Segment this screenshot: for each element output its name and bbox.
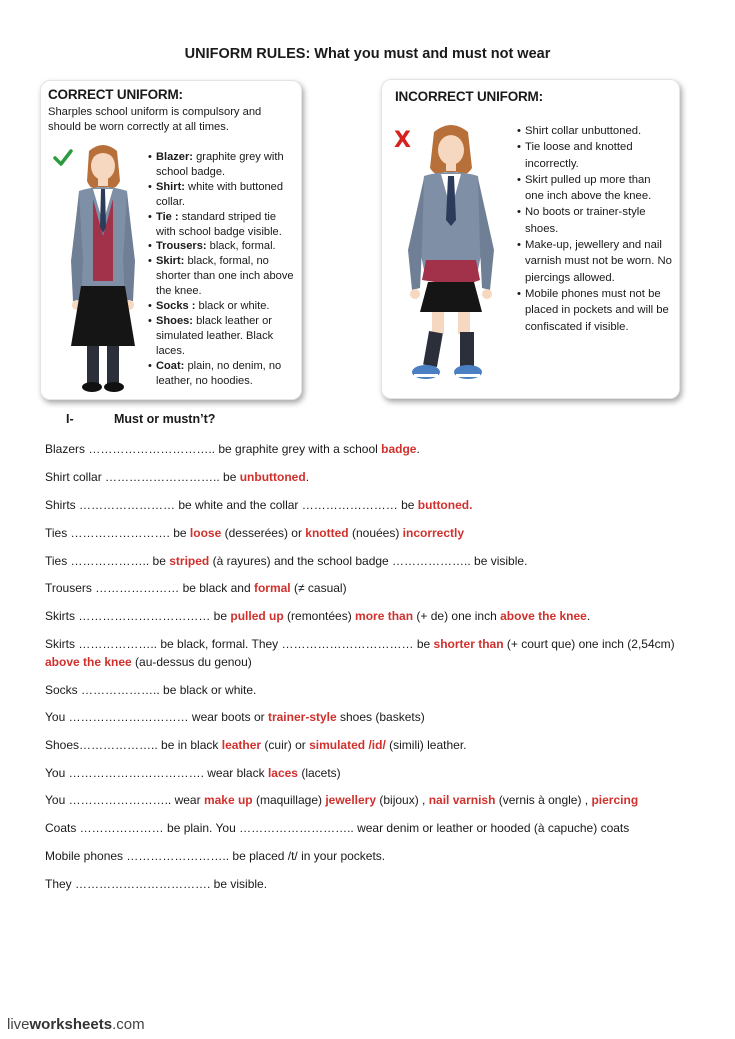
list-item: • Tie loose and knotted incorrectly.: [517, 139, 672, 172]
list-item: • Trousers: black, formal.: [148, 239, 296, 254]
incorrect-uniform-card: [381, 79, 680, 399]
line-text: Shirts …………………… be white and the collar …………………… be: [45, 498, 418, 512]
exercise-line: [45, 681, 695, 699]
highlighted-word: laces: [267, 766, 298, 780]
incorrect-uniform-figure: [396, 120, 506, 385]
line-text: (maquillage): [252, 793, 326, 807]
highlighted-word: pulled up: [230, 609, 284, 623]
line-text: shoes (baskets): [336, 710, 425, 724]
line-text: They ……………………………. be visible.: [45, 877, 268, 891]
highlighted-word: more than: [355, 609, 414, 623]
footer-brand: liveworksheets.com: [7, 1016, 145, 1033]
exercise-heading: [66, 412, 215, 426]
exercise-line: [45, 847, 695, 865]
line-text: .: [305, 470, 310, 484]
highlighted-word: striped: [169, 554, 210, 568]
highlighted-word: piercing: [591, 793, 639, 807]
exercise-line: [45, 635, 695, 671]
highlighted-word: above the knee: [45, 655, 132, 669]
exercise-number: I-: [66, 412, 74, 426]
line-text: (+ court que) one inch (2,54cm): [503, 637, 675, 651]
highlighted-word: trainer-style: [267, 710, 337, 724]
page-title: UNIFORM RULES: What you must and must not wear: [184, 46, 551, 62]
exercise-line: [45, 468, 695, 486]
list-item: • No boots or trainer-style shoes.: [517, 204, 672, 237]
line-text: Trousers ………………… be black and: [45, 581, 254, 595]
list-item: • Shirt collar unbuttoned.: [517, 123, 672, 139]
exercise-line: [45, 496, 695, 514]
exercise-line: [45, 819, 695, 837]
line-text: (remontées): [283, 609, 356, 623]
correct-uniform-rules: [148, 150, 296, 389]
line-text: Ties ……………………. be: [45, 526, 190, 540]
highlighted-word: buttoned.: [417, 498, 473, 512]
exercise-line: [45, 579, 695, 597]
exercise-line: [45, 708, 695, 726]
line-text: Mobile phones …………………….. be placed /t/ in your pockets.: [45, 849, 386, 863]
line-text: You ………………………… wear boots or: [45, 710, 268, 724]
line-text: Ties ……………….. be: [45, 554, 170, 568]
list-item: • Skirt pulled up more than one inch above the knee.: [517, 172, 672, 205]
correct-uniform-intro: Sharples school uniform is compulsory and should be worn correctly at all times.: [48, 106, 262, 133]
highlighted-word: make up: [203, 793, 253, 807]
correct-uniform-heading: CORRECT UNIFORM:: [48, 87, 183, 102]
list-item: • Make-up, jewellery and nail varnish must not be worn. No piercings allowed.: [517, 237, 672, 286]
highlighted-word: knotted: [305, 526, 349, 540]
line-text: Skirts ……………….. be black, formal. They …………………………… be: [45, 637, 434, 651]
exercise-line: [45, 440, 695, 458]
line-text: Shirt collar ……………………….. be: [45, 470, 240, 484]
line-text: .: [416, 442, 420, 456]
list-item: • Coat: plain, no denim, no leather, no hoodies.: [148, 359, 296, 389]
correct-uniform-card: [40, 80, 302, 400]
line-text: You ……………………………. wear black: [45, 766, 268, 780]
exercise-line: [45, 552, 695, 570]
x-mark-icon: X: [394, 128, 411, 153]
line-text: (vernis à ongle) ,: [495, 793, 592, 807]
highlighted-word: shorter than: [433, 637, 504, 651]
line-text: (bijoux) ,: [376, 793, 429, 807]
line-text: (à rayures) and the school badge ……………….. be visible.: [209, 554, 528, 568]
line-text: (au-dessus du genou): [131, 655, 252, 669]
list-item: • Shoes: black leather or simulated leather. Black laces.: [148, 314, 296, 359]
line-text: (desserées) or: [221, 526, 306, 540]
highlighted-word: /id/: [368, 738, 386, 752]
highlighted-word: simulated: [309, 738, 366, 752]
highlighted-word: unbuttoned: [239, 470, 306, 484]
exercise-line: [45, 736, 695, 754]
line-text: Shoes……………….. be in black: [45, 738, 222, 752]
incorrect-uniform-heading: INCORRECT UNIFORM:: [395, 89, 543, 104]
highlighted-word: formal: [253, 581, 291, 595]
highlighted-word: jewellery: [325, 793, 377, 807]
line-text: You …………………….. wear: [45, 793, 204, 807]
line-text: (simili) leather.: [385, 738, 467, 752]
exercise-line: [45, 791, 695, 809]
exercise-line: [45, 875, 695, 893]
line-text: (lacets): [297, 766, 341, 780]
list-item: • Mobile phones must not be placed in pockets and will be confiscated if visible.: [517, 286, 672, 335]
line-text: (nouées): [348, 526, 403, 540]
list-item: • Shirt: white with buttoned collar.: [148, 180, 296, 210]
line-text: Coats ………………… be plain. You ……………………….. wear denim or leather or hooded (à capuche) coats: [45, 821, 630, 835]
highlighted-word: badge: [381, 442, 417, 456]
list-item: • Skirt: black, formal, no shorter than one inch above the knee.: [148, 254, 296, 299]
line-text: Skirts …………………………… be: [45, 609, 231, 623]
list-item: • Socks : black or white.: [148, 299, 296, 314]
exercise-line: [45, 764, 695, 782]
line-text: (+ de) one inch: [413, 609, 501, 623]
correct-uniform-figure: [63, 141, 143, 396]
exercise-line: [45, 524, 695, 542]
highlighted-word: above the knee: [500, 609, 587, 623]
highlighted-word: incorrectly: [402, 526, 465, 540]
highlighted-word: leather: [221, 738, 262, 752]
line-text: (cuir) or: [261, 738, 310, 752]
line-text: (≠ casual): [290, 581, 347, 595]
line-text: Blazers ………………………….. be graphite grey with a school: [45, 442, 382, 456]
line-text: .: [586, 609, 591, 623]
exercise-title: Must or mustn’t?: [114, 412, 216, 426]
list-item: • Tie : standard striped tie with school badge visible.: [148, 210, 296, 240]
highlighted-word: nail varnish: [428, 793, 496, 807]
incorrect-uniform-rules: [517, 123, 672, 335]
highlighted-word: loose: [189, 526, 222, 540]
line-text: Socks ……………….. be black or white.: [45, 683, 257, 697]
list-item: • Blazer: graphite grey with school badge.: [148, 150, 296, 180]
exercise-line: [45, 607, 695, 625]
